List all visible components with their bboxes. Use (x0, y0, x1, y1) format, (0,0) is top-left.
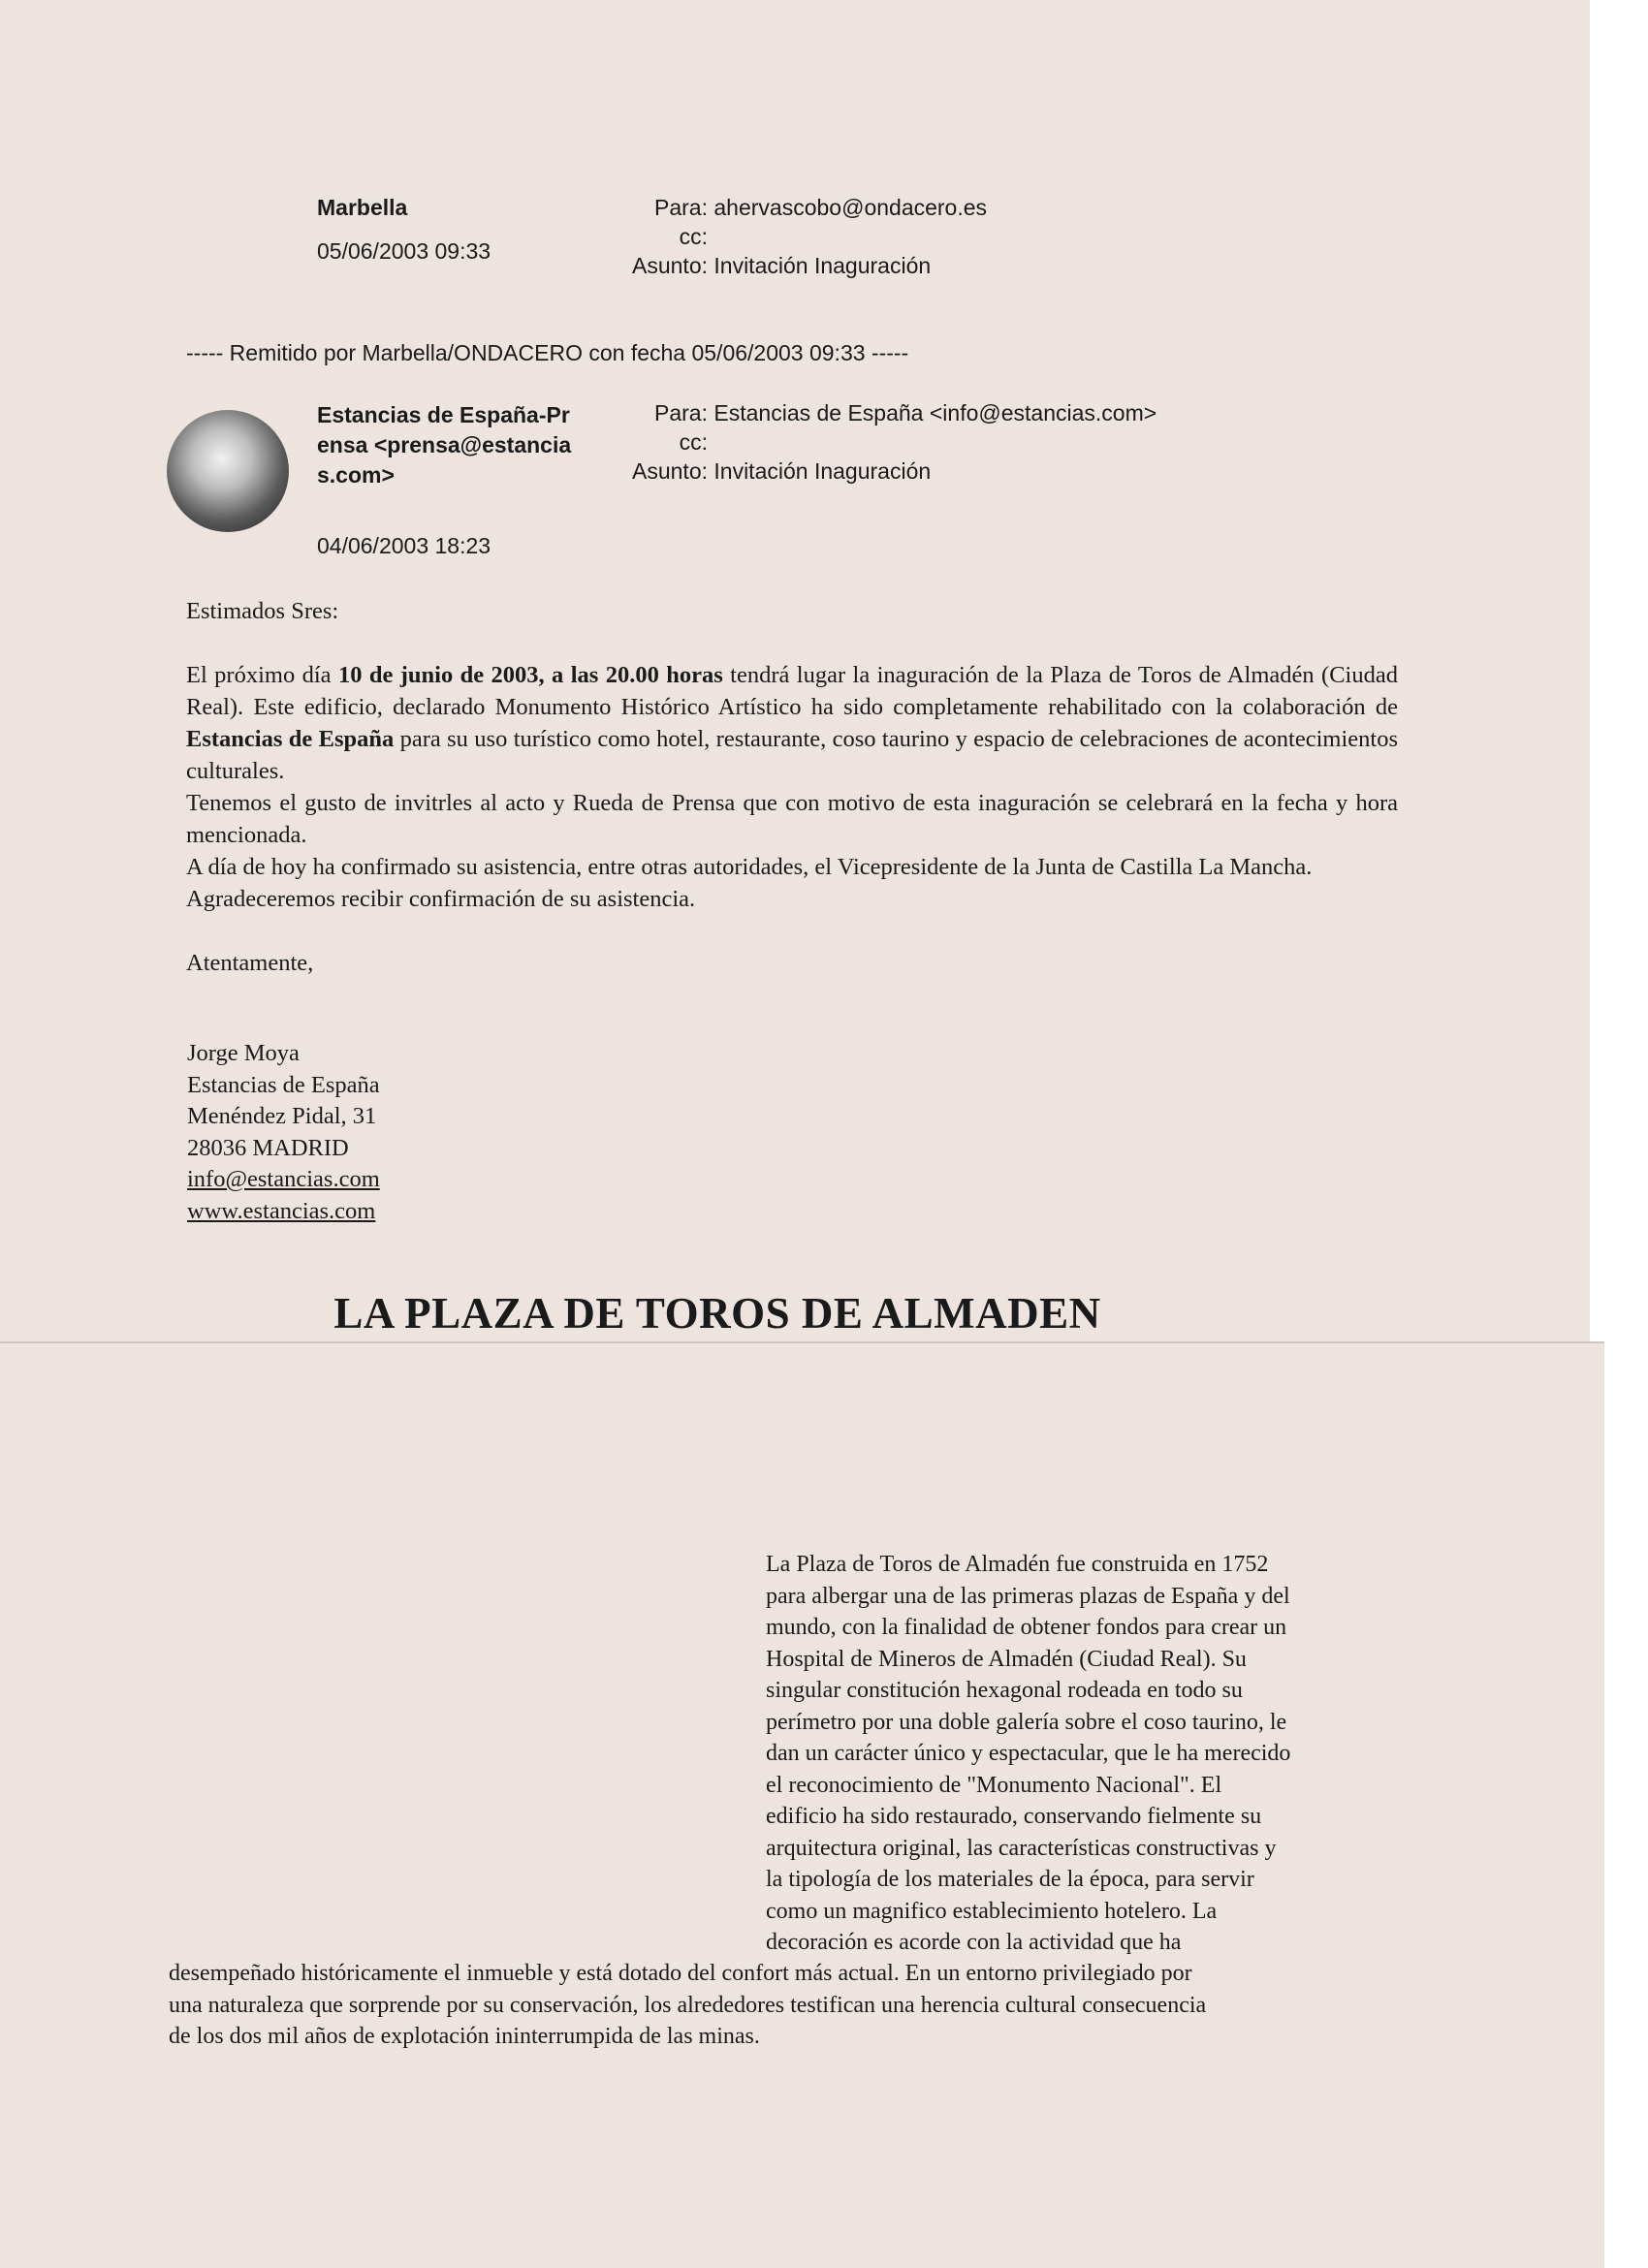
subject-label: Asunto: (632, 458, 708, 484)
email-link[interactable]: info@estancias.com (187, 1166, 380, 1192)
to-label: Para: (654, 400, 708, 425)
signature-street: Menéndez Pidal, 31 (187, 1103, 377, 1129)
forward-header-fields (533, 193, 987, 280)
greeting: Estimados Sres: (186, 598, 339, 624)
article-line: el reconocimiento de "Monumento Nacional". El (766, 1772, 1222, 1798)
article-heading: LA PLAZA DE TOROS DE ALMADEN (333, 1289, 1101, 1338)
sheet-fold-line (0, 1341, 1604, 1343)
article-line: dan un carácter único y espectacular, que le ha merecido (766, 1741, 1291, 1766)
forward-sender: Marbella (317, 195, 408, 220)
article-line: decoración es acorde con la actividad que ha (766, 1930, 1182, 1955)
article-line: mundo, con la finalidad de obtener fondos para crear un (766, 1615, 1287, 1640)
original-subject: Invitación Inaguración (713, 458, 932, 484)
paragraph-confirmation: Agradeceremos recibir confirmación de su asistencia. (186, 886, 696, 912)
p1-text-a: El próximo día (186, 662, 338, 688)
forward-line: ----- Remitido por Marbella/ONDACERO con fecha 05/06/2003 09:33 ----- (186, 340, 909, 365)
signature-company: Estancias de España (187, 1071, 380, 1098)
original-to: Estancias de España <info@estancias.com> (713, 400, 1157, 425)
p1-text-e: para su uso turístico como hotel, restaurante, coso taurino y espacio de celebraciones de acontecimientos culturales. (186, 726, 1398, 784)
article-line: La Plaza de Toros de Almadén fue construida en 1752 (766, 1552, 1269, 1577)
p1-company-bold: Estancias de España (186, 726, 395, 752)
cc-label: cc: (679, 224, 708, 249)
sender-avatar (167, 410, 289, 532)
article-line: de los dos mil años de explotación ininterrumpida de las minas. (169, 2024, 760, 2049)
signature-block (187, 1038, 380, 1227)
article-line: para albergar una de las primeras plazas de España y del (766, 1583, 1290, 1609)
closing: Atentamente, (186, 950, 314, 976)
paragraph-invitation: Tenemos el gusto de invitrles al acto y Rueda de Prensa que con motivo de esta inaguración se celebrará en la fecha y hora mencionada. (186, 790, 1398, 848)
subject-label: Asunto: (632, 253, 708, 278)
letter-body (186, 595, 1398, 979)
forward-date: 05/06/2003 09:33 (317, 238, 491, 264)
forward-to: ahervascobo@ondacero.es (713, 195, 988, 220)
signature-name: Jorge Moya (187, 1040, 300, 1066)
forward-subject: Invitación Inaguración (713, 253, 932, 278)
article-line: la tipología de los materiales de la época, para servir (766, 1867, 1254, 1892)
article-line: Hospital de Mineros de Almadén (Ciudad Real). Su (766, 1646, 1247, 1672)
article-line: edificio ha sido restaurado, conservando fielmente su (766, 1804, 1262, 1829)
paragraph-event (186, 659, 1398, 787)
p1-date-bold: 10 de junio de 2003, a las 20.00 horas (337, 662, 723, 688)
original-header-fields (533, 398, 1157, 486)
article-line: perímetro por una doble galería sobre el coso taurino, le (766, 1709, 1287, 1735)
article-line: una naturaleza que sorprende por su conservación, los alrededores testifican una herencia cultural consecuencia (169, 1992, 1207, 2018)
p1-text-c: tendrá lugar la inaguración de la Plaza de Toros de Almadén (Ciudad Real). Este edificio, declarado Monumento Histórico Artístico ha sido completamente rehabilitado con la colaboración de (186, 662, 1398, 720)
article-full-width (169, 1958, 1206, 2053)
website-link[interactable]: www.estancias.com (187, 1197, 376, 1224)
article-line: como un magnifico establecimiento hotelero. La (766, 1898, 1218, 1924)
paragraph-attendance: A día de hoy ha confirmado su asistencia, entre otras autoridades, el Vicepresidente de la Junta de Castilla La Mancha. (186, 854, 1313, 880)
to-label: Para: (654, 195, 708, 220)
article-line: arquitectura original, las características constructivas y (766, 1835, 1277, 1861)
article-line: desempeñado históricamente el inmueble y está dotado del confort más actual. En un entorno privilegiado por (169, 1961, 1192, 1986)
original-sender: Estancias de España-Prensa <prensa@estancias.com> (317, 402, 572, 488)
signature-city: 28036 MADRID (187, 1134, 349, 1161)
article-column (766, 1549, 1290, 1959)
original-date: 04/06/2003 18:23 (317, 533, 491, 558)
article-line: singular constitución hexagonal rodeada en todo su (766, 1678, 1243, 1703)
cc-label: cc: (679, 429, 708, 455)
